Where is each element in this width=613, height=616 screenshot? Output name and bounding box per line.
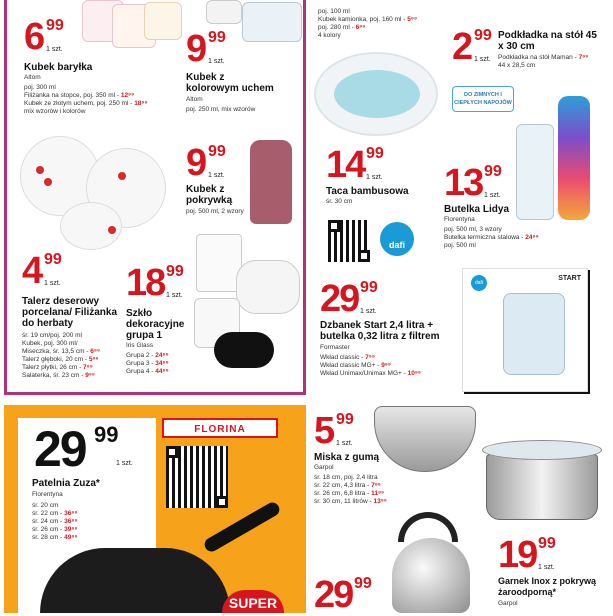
czajnik-price: 29 99: [314, 574, 372, 616]
bamboo-tray-image: [314, 52, 438, 136]
kubek-kolorowy-brand: Altom: [186, 96, 203, 103]
filter-jug-box-image: START dafi: [462, 268, 588, 392]
kubek-barylka-name: Kubek baryłka: [24, 62, 93, 73]
szklo-brand: Iris Glass: [126, 342, 154, 349]
taca-name: Taca bambusowa: [326, 186, 409, 197]
garnek-brand: Garpol: [498, 600, 518, 607]
patelnia-details: śr. 20 cm śr. 22 cm - 36⁹⁹ śr. 24 cm - 36⁹⁹ śr. 26 cm - 39⁹⁹ śr. 28 cm - 49⁹⁹: [32, 502, 78, 541]
patelnia-name: Patelnia Zuza*: [32, 478, 100, 489]
podkladka-name: Podkładka na stół 45 x 30 cm: [498, 30, 597, 52]
miska-name: Miska z gumą: [314, 452, 380, 463]
mugs-image: [82, 0, 182, 48]
dzbanek-name: Dzbanek Start 2,4 litra + butelka 0,32 litra z filtrem: [320, 320, 440, 342]
szklo-price: 18 99 1 szt.: [126, 262, 184, 304]
kubek-barylka-brand: Altom: [24, 74, 41, 81]
qr-code-dafi[interactable]: [328, 220, 370, 262]
kubek-kolorowy-price: 9 99 1 szt.: [186, 28, 226, 70]
poppy-plates-image: [20, 136, 170, 256]
qr-code-florina[interactable]: [166, 446, 228, 508]
szklo-details: Grupa 2 - 24⁹⁹ Grupa 3 - 34⁹⁹ Grupa 4 - 44⁹⁹: [126, 352, 169, 375]
kubek-barylka-details: poj. 300 ml Filiżanka na stopce, poj. 350 ml - 12⁹⁹ Kubek ze złotym uchem, poj. 250 ml - 18⁹⁹ mix wzorów i kolorów: [24, 84, 148, 115]
butelka-brand: Florentyna: [444, 216, 475, 223]
kubek-pokrywka-details: poj. 500 ml, 2 wzory: [186, 208, 244, 215]
taca-details: śr. 30 cm: [326, 198, 353, 205]
butelka-price: 13 99 1 szt.: [444, 162, 502, 204]
kubek-barylka-price: 6 99 1 szt.: [24, 16, 64, 58]
kubek-kolorowy-name: Kubek z kolorowym uchem: [186, 72, 274, 94]
talerz-name: Talerz deserowy porcelana/ Filiżanka do herbaty: [22, 296, 118, 329]
butelka-name: Butelka Lidya: [444, 204, 510, 215]
taca-price: 14 99 1 szt.: [326, 144, 384, 186]
decorative-glass-image: [192, 232, 300, 370]
miska-details: śr. 18 cm, poj. 2,4 litra śr. 22 cm, 4,3 litra - 7⁹⁹ śr. 26 cm, 6,8 litra - 11⁹⁹ śr. 30 cm, 11 litrów - 13⁹⁹: [314, 474, 387, 505]
kubek-pokrywka-price: 9 99 1 szt.: [186, 142, 226, 184]
kettle-image: [368, 512, 480, 613]
florina-logo: FLORINA: [162, 418, 278, 438]
miska-brand: Garpol: [314, 464, 334, 471]
patelnia-price: 29 99 1 szt.: [34, 421, 133, 477]
kubek-pokrywka-name: Kubek z pokrywką: [186, 184, 233, 206]
super-badge: SUPER: [222, 590, 284, 613]
cold-hot-badge: DO ZIMNYCH I CIEPŁYCH NAPOJÓW: [452, 86, 514, 112]
dzbanek-brand: Formaster: [320, 344, 350, 351]
butelka-details: poj. 500 ml, 3 wzory Butelka termiczna stalowa - 24⁹⁹ poj. 500 ml: [444, 226, 539, 249]
patelnia-brand: Florentyna: [32, 491, 63, 498]
szklo-name: Szkło dekoracyjne grupa 1: [126, 308, 185, 341]
talerz-details: śr. 19 cm/poj. 200 ml Kubek, poj. 300 ml/ Miseczka, śr. 13,5 cm - 6⁹⁹ Talerz głęboki, 20 cm - 5⁹⁹ Talerz płytki, 26 cm - 7⁹⁹ Salaterka, śr. 23 cm - 9⁹⁹: [22, 332, 101, 379]
dafi-logo: dafi: [380, 222, 414, 256]
podkladka-price: 2 99 1 szt.: [452, 26, 492, 68]
garnek-price: 19 99 1 szt.: [498, 534, 556, 576]
dzbanek-details: Wkład classic - 7⁹⁹ Wkład classic MG+ - 9⁹⁹ Wkład Unimax/Unimax MG+ - 10⁹⁹: [320, 354, 421, 377]
kubek-kolorowy-details: poj. 250 ml, mix wzorów: [186, 106, 256, 113]
travel-mug-image: [250, 140, 292, 224]
dzbanek-price: 29 99 1 szt.: [320, 278, 378, 320]
miska-price: 5 99 1 szt.: [314, 410, 354, 452]
kamionka-details: poj. 100 ml Kubek kamionka, poj. 160 ml - 5⁹⁹ poj. 280 ml - 6⁹⁹ 4 kolory: [318, 8, 418, 39]
garnek-name: Garnek Inox z pokrywą żaroodporną*: [498, 576, 597, 597]
podkladka-details: Podkładka na stół Maman - 7⁹⁹ 44 x 28,5 cm: [498, 54, 589, 69]
pot-image: [476, 428, 606, 520]
talerz-price: 4 99 1 szt.: [22, 250, 62, 292]
